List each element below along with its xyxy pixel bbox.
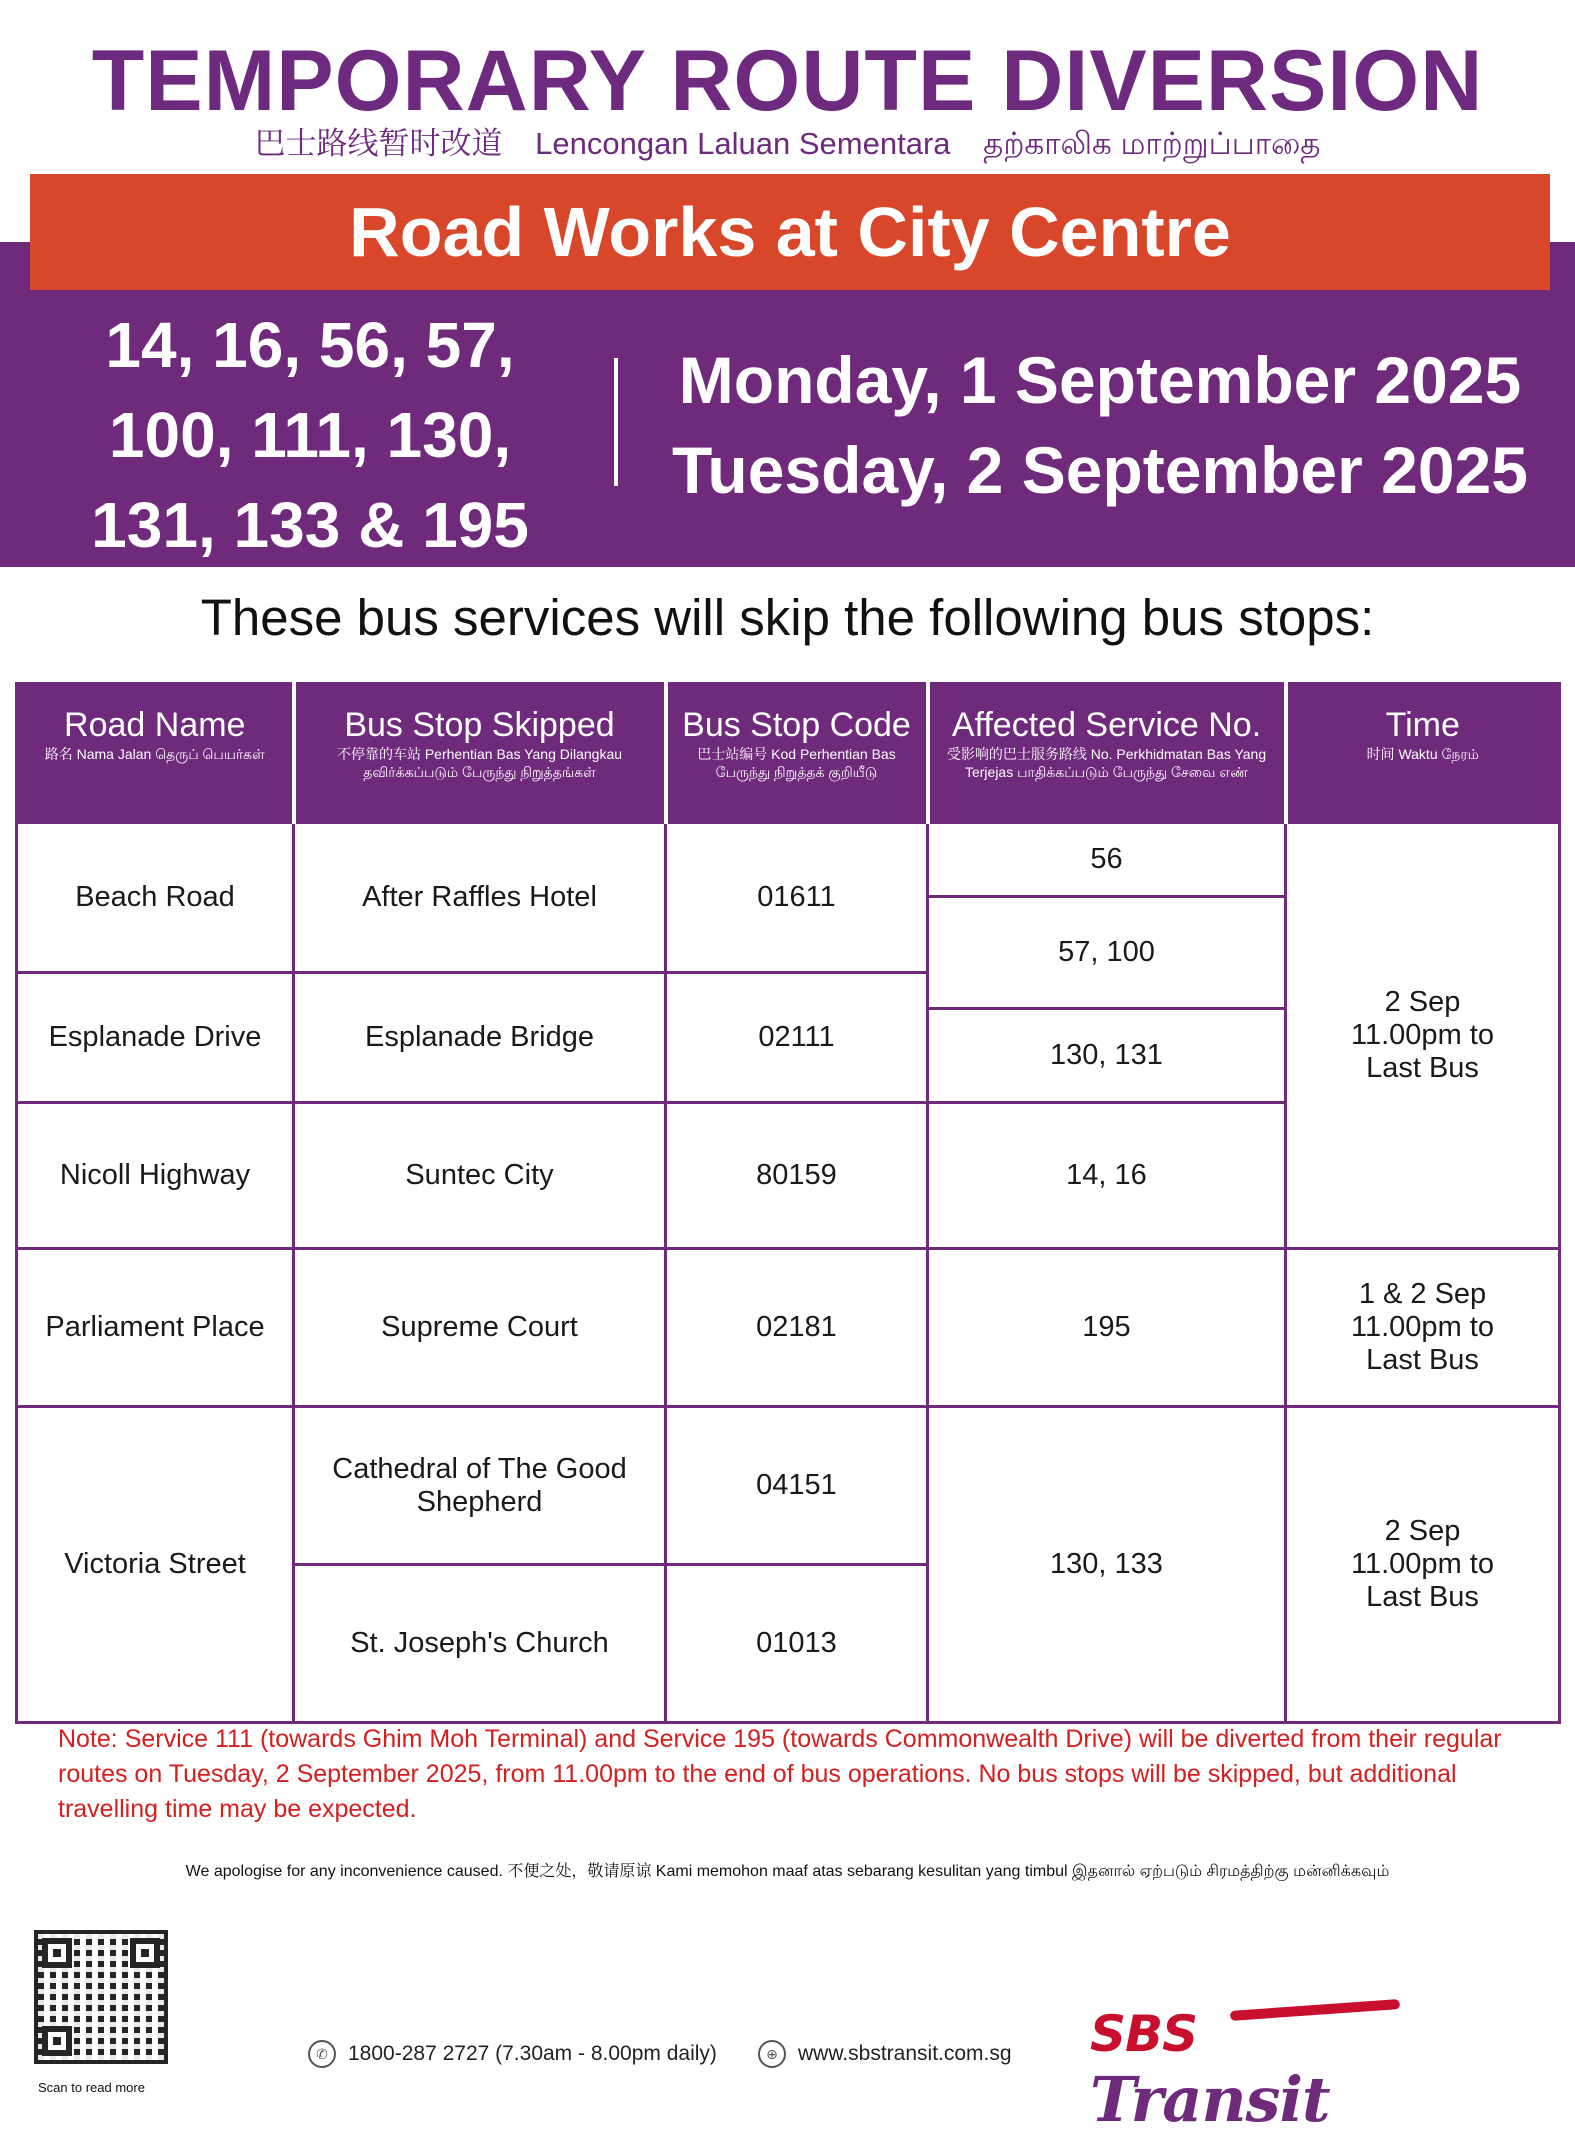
bus-stop-code-cell: 04151 bbox=[666, 1407, 928, 1565]
qr-code-icon[interactable] bbox=[34, 1930, 168, 2064]
apology-text: We apologise for any inconvenience caused. 不便之处，敬请原谅 Kami memohon maaf atas sebarang kesulitan yang timbul இதனால் ஏற்படும் சிரமத்திற்கு மன்னிக்கவும் bbox=[185, 1863, 1390, 1880]
service-cell: 130, 133 bbox=[928, 1407, 1286, 1723]
header-road-name: Road Name 路名 Nama Jalan தெருப் பெயர்கள் bbox=[17, 684, 294, 823]
logo-transit: Transit bbox=[1090, 2063, 1330, 2136]
subtitle-malay: Lencongan Laluan Sementara bbox=[535, 126, 951, 161]
header-bus-stop-skipped: Bus Stop Skipped 不停靠的车站 Perhentian Bas Yang Dilangkau தவிர்க்கப்படும் பேருந்து நிறுத்தங்கள் bbox=[294, 684, 666, 823]
table-row bbox=[17, 1407, 1560, 1565]
table-header-row bbox=[17, 684, 1560, 823]
phone-contact bbox=[308, 2040, 717, 2068]
bus-stop-cell: Esplanade Bridge bbox=[294, 973, 666, 1103]
affected-services-list bbox=[40, 300, 580, 570]
table-row bbox=[17, 1249, 1560, 1407]
time-cell: 1 & 2 Sep 11.00pm to Last Bus bbox=[1286, 1249, 1560, 1407]
service-cell: 130, 131 bbox=[928, 1009, 1286, 1103]
road-name-cell: Esplanade Drive bbox=[17, 973, 294, 1103]
header-time: Time 时间 Waktu நேரம் bbox=[1286, 684, 1560, 823]
bus-stop-code-cell: 02111 bbox=[666, 973, 928, 1103]
website-url[interactable]: www.sbstransit.com.sg bbox=[798, 2042, 1012, 2065]
bus-stop-cell: Supreme Court bbox=[294, 1249, 666, 1407]
service-cell: 57, 100 bbox=[928, 897, 1286, 1009]
bus-stop-cell: Cathedral of The Good Shepherd bbox=[294, 1407, 666, 1565]
bus-stop-code-cell: 80159 bbox=[666, 1103, 928, 1249]
bus-stop-code-cell: 01013 bbox=[666, 1565, 928, 1723]
road-name-cell: Beach Road bbox=[17, 823, 294, 973]
table-row bbox=[17, 823, 1560, 897]
page-title: TEMPORARY ROUTE DIVERSION bbox=[91, 33, 1484, 129]
diversion-dates bbox=[650, 335, 1550, 515]
intro-text: These bus services will skip the following bus stops: bbox=[200, 589, 1375, 646]
bus-stop-cell: Suntec City bbox=[294, 1103, 666, 1249]
date-line: Tuesday, 2 September 2025 bbox=[672, 433, 1528, 507]
skipped-stops-table bbox=[15, 682, 1561, 1724]
diversion-note: Note: Service 111 (towards Ghim Moh Terminal) and Service 195 (towards Commonwealth Drive) will be diverted from their regular routes on Tuesday, 2 September 2025, from 11.00pm to the end of bus operations. No bus stops will be skipped, but additional travelling time may be expected. bbox=[58, 1725, 1502, 1823]
service-cell: 56 bbox=[928, 823, 1286, 897]
service-cell: 195 bbox=[928, 1249, 1286, 1407]
road-name-cell: Victoria Street bbox=[17, 1407, 294, 1723]
time-cell: 2 Sep 11.00pm to Last Bus bbox=[1286, 823, 1560, 1249]
bus-stop-cell: St. Joseph's Church bbox=[294, 1565, 666, 1723]
header-bus-stop-code: Bus Stop Code 巴士站编号 Kod Perhentian Bas பேருந்து நிறுத்தக் குறியீடு bbox=[666, 684, 928, 823]
band-divider bbox=[614, 358, 618, 486]
road-name-cell: Parliament Place bbox=[17, 1249, 294, 1407]
services-line: 14, 16, 56, 57, bbox=[105, 309, 515, 381]
banner: Road Works at City Centre bbox=[30, 174, 1550, 290]
time-cell: 2 Sep 11.00pm to Last Bus bbox=[1286, 1407, 1560, 1723]
bus-stop-cell: After Raffles Hotel bbox=[294, 823, 666, 973]
services-line: 100, 111, 130, bbox=[108, 399, 512, 471]
subtitle-translations bbox=[0, 118, 1575, 166]
road-name-cell: Nicoll Highway bbox=[17, 1103, 294, 1249]
bus-stop-code-cell: 01611 bbox=[666, 823, 928, 973]
logo-swoosh bbox=[1230, 1999, 1400, 2021]
scan-label: Scan to read more bbox=[38, 2080, 145, 2095]
header-affected-service: Affected Service No. 受影响的巴士服务路线 No. Perkhidmatan Bas Yang Terjejas பாதிக்கப்படும் பேருந்து சேவை எண் bbox=[928, 684, 1286, 823]
phone-number: 1800-287 2727 (7.30am - 8.00pm daily) bbox=[348, 2042, 717, 2065]
logo-sbs: SBS bbox=[1090, 2005, 1198, 2063]
subtitle-chinese: 巴士路线暂时改道 bbox=[254, 126, 503, 161]
service-cell: 14, 16 bbox=[928, 1103, 1286, 1249]
sbs-transit-logo bbox=[1090, 2005, 1390, 2136]
bus-stop-code-cell: 02181 bbox=[666, 1249, 928, 1407]
phone-icon: ✆ bbox=[308, 2040, 336, 2068]
services-line: 131, 133 & 195 bbox=[91, 489, 529, 561]
globe-icon: ⊕ bbox=[758, 2040, 786, 2068]
date-line: Monday, 1 September 2025 bbox=[678, 343, 1522, 417]
website-link[interactable] bbox=[758, 2040, 1012, 2068]
subtitle-tamil: தற்காலிக மாற்றுப்பாதை bbox=[983, 126, 1321, 161]
